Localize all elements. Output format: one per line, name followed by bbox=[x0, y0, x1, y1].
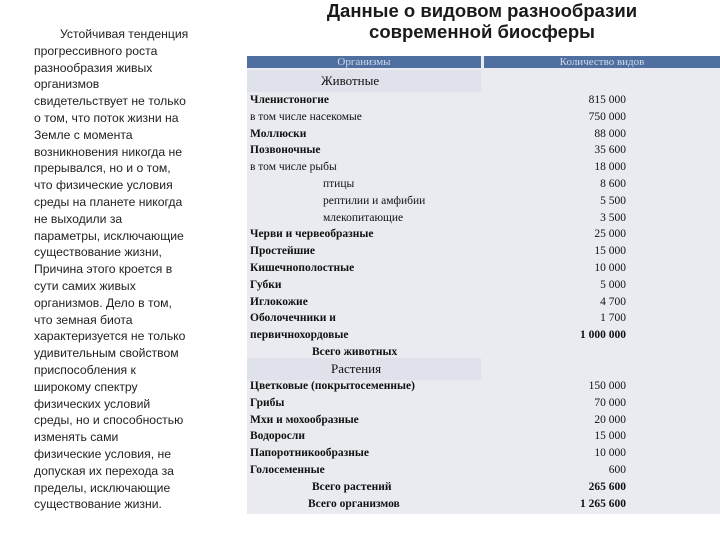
paragraph-line: изменять сами bbox=[34, 430, 119, 445]
row-name: Мхи и мохообразные bbox=[250, 413, 359, 426]
row-value: 750 000 bbox=[588, 110, 626, 123]
paragraph-line: пределы, исключающие bbox=[34, 480, 171, 495]
row-value: 600 bbox=[608, 463, 626, 476]
row-name-total: Всего растений bbox=[312, 480, 392, 493]
row-name-total: Всего животных bbox=[312, 345, 398, 358]
plants-values bbox=[580, 378, 626, 512]
plants-names bbox=[250, 378, 415, 512]
row-name: в том числе рыбы bbox=[250, 161, 337, 174]
paragraph-line: не выходили за bbox=[34, 211, 123, 226]
row-value: 20 000 bbox=[594, 413, 626, 426]
row-name: птицы bbox=[323, 177, 355, 190]
row-value: 5 000 bbox=[600, 278, 626, 291]
title-line: Данные о видовом разнообразии bbox=[326, 0, 638, 21]
animals-names bbox=[250, 92, 425, 361]
paragraph-line: прерывался, но и о том, bbox=[34, 161, 171, 176]
row-name: Оболочечники и bbox=[250, 312, 336, 325]
paragraph-line: Устойчивая тенденция bbox=[60, 27, 189, 41]
animals-values bbox=[580, 92, 626, 344]
row-value: 150 000 bbox=[588, 380, 626, 392]
paragraph-line: существование жизни, bbox=[34, 245, 162, 260]
row-name: Позвоночные bbox=[250, 144, 321, 157]
paragraph-line: Земле с момента bbox=[34, 127, 133, 142]
paragraph-line: широкому спектру bbox=[34, 379, 138, 394]
row-name: Черви и червеобразные bbox=[250, 228, 374, 241]
slide-title bbox=[262, 0, 702, 42]
paragraph-line: допуская их перехода за bbox=[34, 463, 174, 478]
row-value: 1 000 000 bbox=[580, 329, 626, 342]
species-table bbox=[247, 56, 720, 514]
row-value: 35 600 bbox=[594, 144, 626, 157]
row-value: 88 000 bbox=[594, 127, 626, 140]
row-name-grand-total: Всего организмов bbox=[308, 497, 400, 510]
column-header-organisms: Организмы bbox=[247, 56, 481, 68]
row-name: Иглокожие bbox=[250, 295, 308, 308]
row-name: Губки bbox=[250, 278, 282, 291]
row-value: 1 265 600 bbox=[580, 497, 626, 510]
row-value: 1 700 bbox=[600, 312, 626, 325]
row-name: Грибы bbox=[250, 396, 285, 409]
paragraph-line: организмов. Дело в том, bbox=[34, 295, 172, 310]
paragraph-line: среды на планете никогда bbox=[34, 194, 183, 209]
paragraph-line: физических условий bbox=[34, 396, 151, 411]
row-value: 4 700 bbox=[600, 295, 626, 308]
paragraph-line: прогрессивного роста bbox=[34, 43, 158, 58]
row-name: Членистоногие bbox=[250, 94, 329, 106]
title-line: современной биосферы bbox=[369, 21, 595, 42]
row-value: 815 000 bbox=[588, 94, 626, 106]
paragraph-line: параметры, исключающие bbox=[34, 228, 184, 243]
paragraph-line: разнообразия живых bbox=[34, 60, 153, 75]
animals-section-title: Животные bbox=[321, 73, 380, 88]
row-value: 10 000 bbox=[594, 447, 626, 460]
row-name: Кишечнополостные bbox=[250, 261, 355, 274]
row-name: первичнохордовые bbox=[250, 329, 349, 342]
intro-paragraph bbox=[34, 26, 224, 513]
row-value: 10 000 bbox=[594, 261, 626, 274]
row-name: рептилии и амфибии bbox=[323, 194, 426, 207]
paragraph-line: существование жизни. bbox=[34, 497, 162, 512]
row-name: Простейшие bbox=[250, 245, 316, 258]
row-value: 25 000 bbox=[594, 228, 626, 241]
paragraph-line: удивительным свойством bbox=[34, 346, 179, 361]
paragraph-line: сути самих живых bbox=[34, 278, 136, 293]
paragraph-line: о том, что поток жизни на bbox=[34, 110, 179, 125]
paragraph-line: организмов bbox=[34, 77, 100, 92]
column-header-species-count: Количество видов bbox=[484, 56, 720, 68]
paragraph-line: характеризуется не только bbox=[34, 329, 186, 344]
plants-section-title: Растения bbox=[331, 361, 382, 376]
row-name: Цветковые (покрытосеменные) bbox=[250, 380, 415, 392]
row-value: 3 500 bbox=[600, 211, 626, 224]
row-value: 70 000 bbox=[594, 396, 626, 409]
paragraph-line: что земная биота bbox=[34, 312, 133, 327]
row-name: млекопитающие bbox=[323, 211, 404, 224]
paragraph-line: среды, но и способностью bbox=[34, 413, 184, 428]
row-name: Водоросли bbox=[250, 430, 305, 443]
paragraph-line: возникновения никогда не bbox=[34, 144, 183, 159]
paragraph-line: что физические условия bbox=[34, 178, 173, 193]
row-value: 18 000 bbox=[594, 161, 626, 174]
paragraph-line: физические условия, не bbox=[34, 446, 171, 461]
row-name: Моллюски bbox=[250, 127, 307, 140]
row-value: 265 600 bbox=[588, 480, 626, 493]
paragraph-line: приспособления к bbox=[34, 362, 136, 377]
row-value: 8 600 bbox=[600, 177, 626, 190]
paragraph-line: Причина этого кроется в bbox=[34, 262, 173, 277]
row-name: Голосеменные bbox=[250, 463, 325, 476]
row-value: 15 000 bbox=[594, 245, 626, 258]
row-value: 5 500 bbox=[600, 194, 626, 207]
row-name: в том числе насекомые bbox=[250, 110, 362, 123]
paragraph-line: свидетельствует не только bbox=[34, 94, 186, 109]
row-name: Папоротникообразные bbox=[250, 447, 370, 460]
row-value: 15 000 bbox=[594, 430, 626, 443]
